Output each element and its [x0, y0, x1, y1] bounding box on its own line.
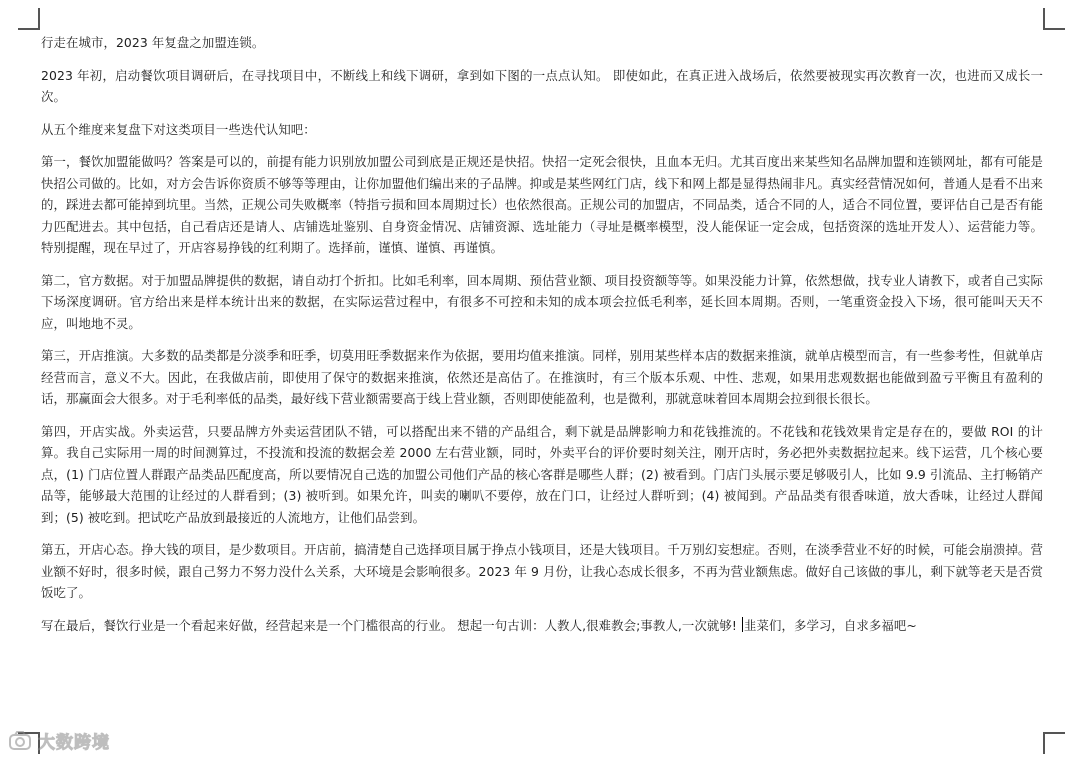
paragraph-closing — [41, 615, 1043, 637]
crop-mark-bottom-right — [1043, 732, 1065, 754]
camera-logo-icon — [8, 730, 32, 752]
closing-text-start: 写在最后，餐饮行业是一个看起来好做，经营起来是一个门槛很高的行业。 想起一句古训：人教人,很难教会;事教人,一次就够! — [41, 617, 741, 633]
paragraph-first: 第一，餐饮加盟能做吗？答案是可以的，前提有能力识别放加盟公司到底是正规还是快招。快招一定死会很快，且血本无归。尤其百度出来某些知名品牌加盟和连锁网址，都有可能是快招公司做的。比如，对方会告诉你资质不够等等理由，让你加盟他们编出来的子品牌。抑或是某些网红门店，线下和网上都是显得热闹非凡。真实经营情况如何，普通人是看不出来的，踩进去都可能掉到坑里。当然，正规公司失败概率（特指亏损和回本周期过长）也依然很高。正规公司的加盟店，不同品类，适合不同的人，适合不同位置，要评估自己是否有能力匹配进去。其中包括，自己看店还是请人、店铺选址鉴别、自身资金情况、店铺资源、选址能力（寻址是概率模型，没人能保证一定会成，包括资深的选址开发人）、运营能力等。特别提醒，现在早过了，开店容易挣钱的红利期了。选择前，谨慎、谨慎、再谨慎。 — [41, 154, 1043, 255]
text-cursor — [742, 617, 743, 632]
paragraph-third: 第三，开店推演。大多数的品类都是分淡季和旺季，切莫用旺季数据来作为依据，要用均值来推演。同样，别用某些样本店的数据来推演，就单店模型而言，有一些参考性，但就单店经营而言，意义不大。因此，在我做店前，即使用了保守的数据来推演，依然还是高估了。在推演时，有三个版本乐观、中性、悲观，如果用悲观数据也能做到盈亏平衡且有盈利的话，那赢面会大很多。对于毛利率低的品类，最好线下营业额需要高于线上营业额，否则即使能盈利，也是微利，那就意味着回本周期会拉到很长很长。 — [41, 348, 1043, 406]
document-body[interactable] — [41, 32, 1043, 647]
closing-text-end: 韭菜们，多学习，自求多福吧~ — [744, 617, 917, 633]
paragraph-fourth: 第四，开店实战。外卖运营，只要品牌方外卖运营团队不错，可以搭配出来不错的产品组合，剩下就是品牌影响力和花钱推流的。不花钱和花钱效果肯定是存在的，要做 ROI 的计算。我自己实际用一周的时间测算过，不投流和投流的数据会差 2000 左右营业额，同时，外卖平台的评价要时刻关注，刚开店时，务必把外卖数据拉起来。线下运营，几个核心要点，(1) 门店位置人群跟产品类品匹配度高，所以要情况自己选的加盟公司他们产品的核心客群是哪些人群；(2) 被看到。门店门头展示要足够吸引人，比如 9.9 引流品、主打畅销产品等，能够最大范围的让经过的人群看到；(3) 被听到。如果允许，叫卖的喇叭不要停，放在门口，让经过人群听到；(4) 被闻到。产品品类有很香味道，放大香味，让经过人群闻到；(5) 被吃到。把试吃产品放到最接近的人流地方，让他们品尝到。 — [41, 423, 1043, 525]
watermark — [8, 728, 110, 753]
paragraph-second: 第二，官方数据。对于加盟品牌提供的数据，请自动打个折扣。比如毛利率，回本周期、预估营业额、项目投资额等等。如果没能力计算，依然想做，找专业人请教下，或者自己实际下场深度调研。官方给出来是样本统计出来的数据，在实际运营过程中，有很多不可控和未知的成本项会拉低毛利率，延长回本周期。否则，一笔重资金投入下场，很可能叫天天不应，叫地地不灵。 — [41, 272, 1043, 331]
paragraph-fifth: 第五，开店心态。挣大钱的项目，是少数项目。开店前，搞清楚自己选择项目属于挣点小钱项目，还是大钱项目。千万别幻妄想症。否则，在淡季营业不好的时候，可能会崩溃掉。营业额不好时，很多时候，跟自己努力不努力没什么关系，大环境是会影响很多。2023 年 9 月份，让我心态成长很多，不再为营业额焦虑。做好自己该做的事儿，剩下就等老天是否赏饭吃了。 — [41, 542, 1043, 600]
document-title: 行走在城市，2023 年复盘之加盟连锁。 — [41, 35, 265, 50]
crop-mark-top-left — [18, 8, 40, 30]
paragraph-intro: 2023 年初，启动餐饮项目调研后，在寻找项目中，不断线上和线下调研，拿到如下图的一点点认知。 即使如此，在真正进入战场后，依然要被现实再次教育一次，也进而又成长一次。 — [41, 67, 1043, 104]
crop-mark-top-right — [1043, 8, 1065, 30]
watermark-text: 大数跨境 — [38, 733, 110, 753]
paragraph-dimensions: 从五个维度来复盘下对这类项目一些迭代认知吧： — [41, 121, 316, 137]
